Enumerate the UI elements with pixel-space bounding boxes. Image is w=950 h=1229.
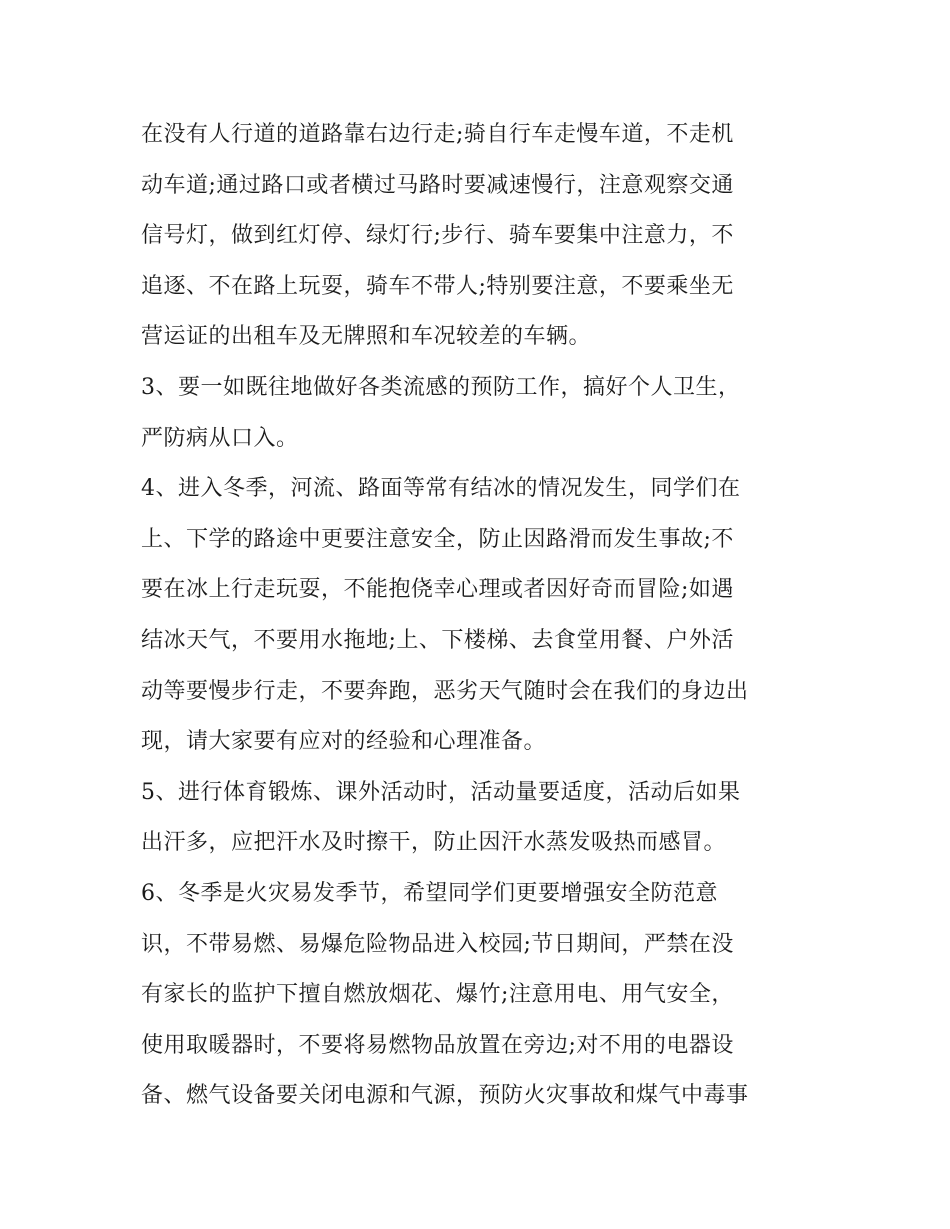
text-line: 信号灯，做到红灯停、绿灯行;步行、骑车要集中注意力，不 — [141, 223, 734, 249]
text-line: 在没有人行道的道路靠右边行走;骑自行车走慢车道，不走机 — [141, 122, 734, 147]
text-line: 动等要慢步行走，不要奔跑，恶劣天气随时会在我们的身边出 — [141, 678, 749, 704]
text-line: 严防病从口入。 — [141, 425, 299, 451]
text-line: 5、进行体育锻炼、课外活动时，活动量要适度，活动后如果 — [141, 779, 741, 805]
text-line: 备、燃气设备要关闭电源和气源，预防火灾事故和煤气中毒事 — [141, 1083, 749, 1109]
text-line: 结冰天气，不要用水拖地;上、下楼梯、去食堂用餐、户外活 — [141, 627, 734, 653]
text-line: 识，不带易燃、易爆危险物品进入校园;节日期间，严禁在没 — [141, 931, 734, 957]
text-line: 4、进入冬季，河流、路面等常有结冰的情况发生，同学们在 — [141, 476, 741, 502]
text-line: 出汗多，应把汗水及时擦干，防止因汗水蒸发吸热而感冒。 — [141, 830, 727, 856]
text-line: 有家长的监护下擅自燃放烟花、爆竹;注意用电、用气安全， — [141, 982, 734, 1008]
text-line: 要在冰上行走玩耍，不能抱侥幸心理或者因好奇而冒险;如遇 — [141, 577, 734, 603]
text-line: 营运证的出租车及无牌照和车况较差的车辆。 — [141, 324, 592, 350]
text-line: 追逐、不在路上玩耍，骑车不带人;特别要注意，不要乘坐无 — [141, 273, 734, 299]
text-line: 上、下学的路途中更要注意安全，防止因路滑而发生事故;不 — [141, 526, 734, 552]
text-line: 6、冬季是火灾易发季节，希望同学们更要增强安全防范意 — [141, 880, 718, 906]
text-line: 使用取暖器时，不要将易燃物品放置在旁边;对不用的电器设 — [141, 1032, 734, 1058]
text-line: 3、要一如既往地做好各类流感的预防工作，搞好个人卫生， — [141, 374, 741, 400]
text-line: 现，请大家要有应对的经验和心理准备。 — [141, 729, 547, 755]
body-text — [141, 110, 841, 1122]
text-line: 动车道;通过路口或者横过马路时要减速慢行，注意观察交通 — [141, 172, 734, 198]
